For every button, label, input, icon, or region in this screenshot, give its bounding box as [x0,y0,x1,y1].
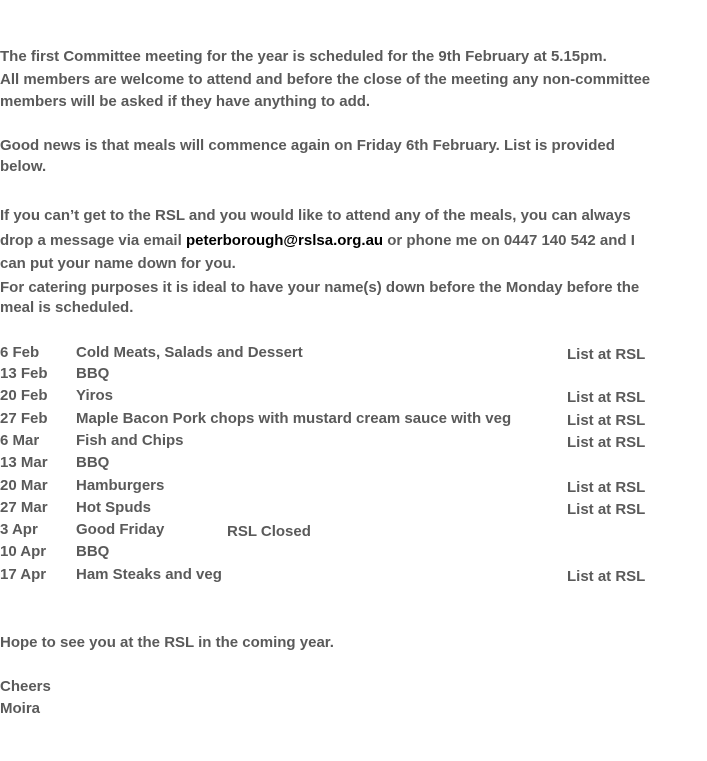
meal-name: Ham Steaks and veg [76,566,222,583]
meal-date: 6 Feb [0,344,40,361]
list-status: List at RSL [567,389,646,406]
list-status: List at RSL [567,434,646,451]
meal-date: 27 Mar [0,499,48,516]
schedule-row [0,410,707,430]
contact-text: drop a message via email [0,232,186,249]
schedule-row [0,432,707,452]
contact-line [0,232,635,249]
meal-name: Maple Bacon Pork chops with mustard cream sauce with veg [76,410,512,427]
contact-line: meal is scheduled. [0,299,134,316]
schedule-row [0,499,707,519]
contact-line: If you can’t get to the RSL and you would like to attend any of the meals, you can always [0,207,631,224]
closing-line: Hope to see you at the RSL in the coming year. [0,634,334,651]
meal-name: Hot Spuds [76,499,151,516]
intro-line: members will be asked if they have anything to add. [0,93,371,110]
schedule-row [0,543,707,563]
meal-date: 3 Apr [0,521,38,538]
schedule-row [0,521,707,541]
meals-news-line: below. [0,158,47,175]
meals-news-line: Good news is that meals will commence again on Friday 6th February. List is provided [0,137,615,154]
contact-text: or phone me on 0447 140 542 and I [383,232,635,249]
meal-date: 10 Apr [0,543,47,560]
meal-name: BBQ [76,454,110,471]
signature: Moira [0,700,41,717]
contact-line: For catering purposes it is ideal to have your name(s) down before the Monday before the [0,279,640,296]
contact-line: can put your name down for you. [0,255,236,272]
list-status: List at RSL [567,568,646,585]
meal-name: Hamburgers [76,477,165,494]
meal-date: 20 Feb [0,387,48,404]
meal-note: RSL Closed [227,523,311,540]
schedule-row [0,365,707,385]
meal-date: 13 Mar [0,454,48,471]
schedule-row [0,387,707,407]
meal-date: 20 Mar [0,477,48,494]
email-link[interactable]: peterborough@rslsa.org.au [185,232,384,249]
intro-line: The first Committee meeting for the year is scheduled for the 9th February at 5.15pm. [0,48,607,65]
meal-date: 13 Feb [0,365,48,382]
meal-date: 17 Apr [0,566,47,583]
meal-name: Yiros [76,387,113,404]
list-status: List at RSL [567,346,646,363]
meal-name: Good Friday [76,521,165,538]
meal-date: 6 Mar [0,432,40,449]
meal-name: BBQ [76,543,110,560]
meal-name: BBQ [76,365,110,382]
list-status: List at RSL [567,479,646,496]
intro-line: All members are welcome to attend and before the close of the meeting any non-committee [0,71,651,88]
list-status: List at RSL [567,501,646,518]
schedule-row [0,566,707,586]
schedule-row [0,454,707,474]
schedule-row [0,344,707,364]
signoff: Cheers [0,678,51,695]
meal-name: Cold Meats, Salads and Dessert [76,344,303,361]
schedule-row [0,477,707,497]
meal-date: 27 Feb [0,410,48,427]
list-status: List at RSL [567,412,646,429]
meal-name: Fish and Chips [76,432,184,449]
